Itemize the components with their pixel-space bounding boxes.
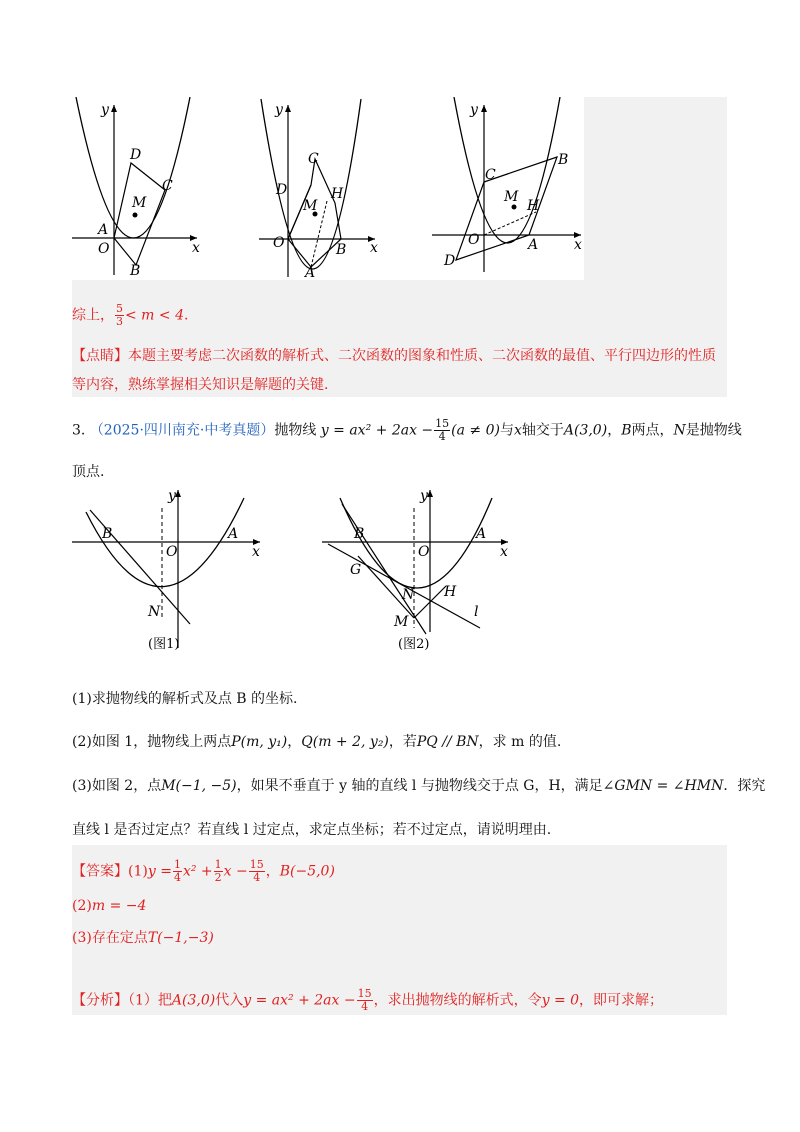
part-2: (2)如图 1，抛物线上两点P(m, y₁)，Q(m + 2, y₂)，若PQ // BN，求 m 的值.	[72, 734, 562, 750]
fig3-label-A: A	[528, 237, 539, 253]
fig2-label-B: B	[336, 242, 347, 258]
answer-line-3: (3)存在定点T(−1,−3)	[72, 930, 214, 946]
q-fig2-label-G: G	[350, 562, 362, 578]
fig1-label-C: C	[162, 178, 173, 194]
conclusion-line: 综上， $\frac{5}{3}$ < m < 4.	[72, 302, 189, 328]
fig2-label-C: C	[308, 151, 319, 167]
q-fig1-label-N: N	[148, 604, 161, 620]
part-3-cont: 直线 l 是否过定点？若直线 l 过定点，求定点坐标；若不过定点，请说明理由.	[72, 822, 552, 838]
q-fig2-label-M: M	[394, 614, 409, 630]
tip-line-2: 等内容，熟练掌握相关知识是解题的关键.	[72, 377, 329, 393]
fig1-label-x: x	[192, 240, 200, 256]
fig3-label-M: M	[504, 189, 519, 205]
q-fig2-label-B: B	[354, 526, 365, 542]
fig3-label-D: D	[444, 253, 456, 269]
q-fig2-label-O: O	[418, 544, 430, 560]
q-fig1-label-O: O	[166, 544, 178, 560]
q-fig2-caption: (图2)	[398, 637, 430, 652]
fig2-label-H: H	[331, 186, 344, 202]
fig1-label-A: A	[98, 222, 109, 238]
fig1-label-O: O	[98, 241, 110, 257]
fig3-label-x: x	[574, 237, 582, 253]
q-fig2-label-l: l	[474, 604, 479, 620]
top-figure-1	[72, 97, 242, 280]
fig2-label-y: y	[275, 102, 283, 118]
part-1: (1)求抛物线的解析式及点 B 的坐标.	[72, 691, 298, 707]
q-fig1-label-y: y	[168, 488, 176, 504]
fig2-label-M: M	[303, 198, 318, 214]
top-figure-2	[257, 97, 387, 280]
q-fig2-label-H: H	[444, 584, 457, 600]
fig2-label-x: x	[370, 240, 378, 256]
fig3-label-O: O	[468, 232, 480, 248]
q-fig1-label-x: x	[252, 544, 260, 560]
question-figure-1	[72, 488, 272, 658]
q-fig1-label-A: A	[228, 526, 239, 542]
q-fig1-caption: (图1)	[148, 637, 180, 652]
question-figure-2	[322, 488, 522, 658]
question-3-line-2: 顶点.	[72, 464, 105, 480]
fig2-label-A: A	[305, 265, 316, 280]
q-fig2-label-y: y	[420, 488, 428, 504]
answer-line-2: (2)m = −4	[72, 898, 147, 914]
analysis-line: 【分析】（1）把A(3,0)代入y = ax² + 2ax − $\frac{15}{4}$ ，求出抛物线的解析式，令y = 0，即可求解；	[72, 987, 664, 1013]
fig2-label-O: O	[273, 235, 285, 251]
q-fig2-label-A: A	[476, 526, 487, 542]
part-3: (3)如图 2，点M(−1, −5)，如果不垂直于 y 轴的直线 l 与抛物线交于点 G，H，满足∠GMN = ∠HMN．探究	[72, 778, 766, 794]
q-fig2-label-x: x	[500, 544, 508, 560]
fig1-label-D: D	[130, 147, 142, 163]
fig3-label-H: H	[527, 198, 540, 214]
tip-line-1: 【点睛】本题主要考虑二次函数的解析式、二次函数的图象和性质、二次函数的最值、平行四边形的性质	[72, 348, 716, 364]
fig2-label-D: D	[276, 182, 288, 198]
fig1-label-M: M	[132, 195, 147, 211]
fig1-label-B: B	[130, 263, 141, 279]
fig3-label-B: B	[558, 152, 569, 168]
answer-line-1: 【答案】(1)y = $\frac{1}{4}$ x² + $\frac{1}{2}$ x − $\frac{15}{4}$ ，B(−5,0)	[72, 858, 335, 884]
q-fig1-label-B: B	[102, 526, 113, 542]
fig3-label-C: C	[485, 167, 496, 183]
question-3-line-1: 3. （2025·四川南充·中考真题）抛物线 y = ax² + 2ax − $\frac{15}{4}$ (a ≠ 0)与x轴交于A(3,0)，B两点，N是抛物线	[72, 417, 742, 443]
fig3-label-y: y	[470, 102, 478, 118]
top-figures-panel	[72, 97, 584, 280]
top-figure-3	[424, 97, 584, 280]
fig1-label-y: y	[101, 102, 109, 118]
q-fig2-label-N: N	[402, 587, 415, 603]
